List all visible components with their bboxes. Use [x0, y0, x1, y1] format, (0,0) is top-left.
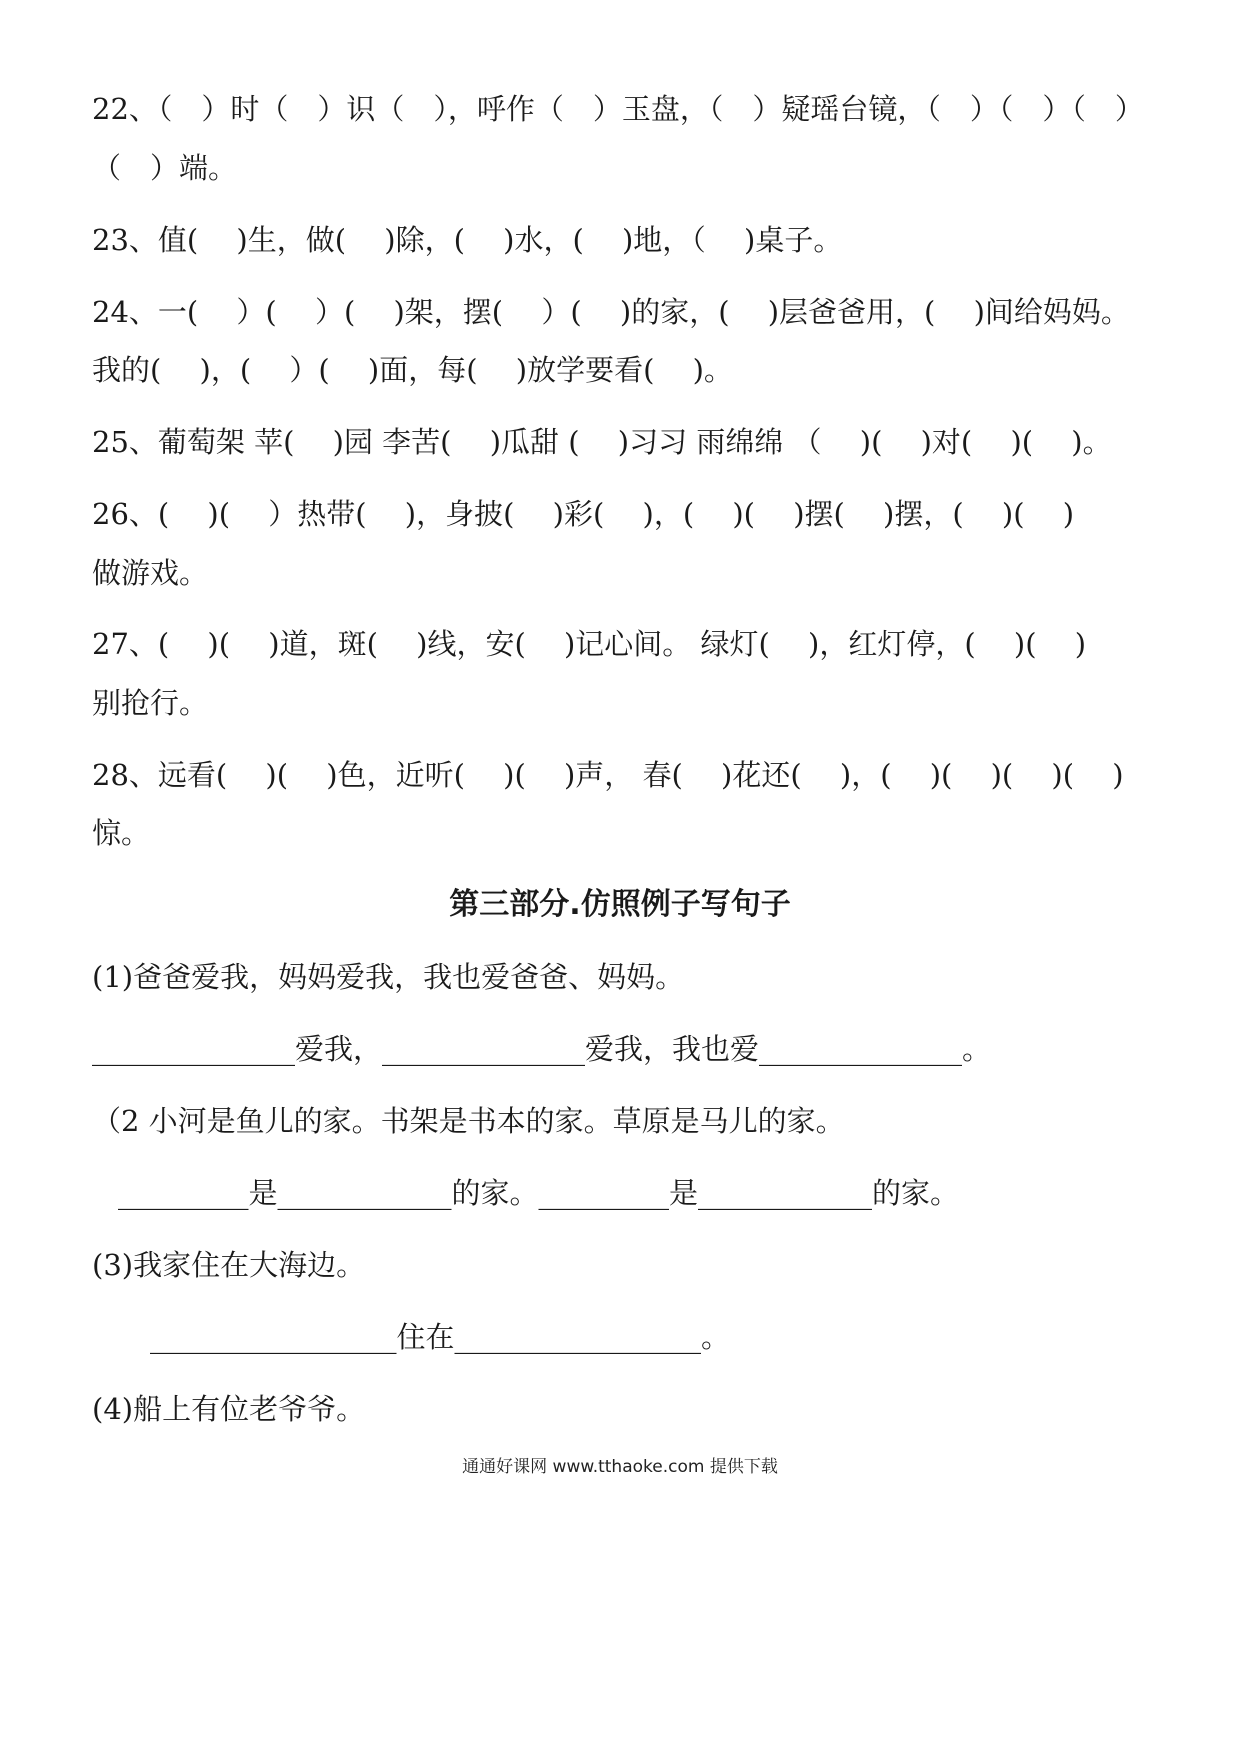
question-27-line-2: 别抢行。 [92, 686, 209, 720]
question-26-line-1: 26、( )( ）热带( )，身披( )彩( )，( )( )摆( )摆，( )( ) [92, 497, 1075, 531]
question-27-line-1: 27、( )( )道，斑( )线，安( )记心间。 绿灯( )，红灯停，( )( ) [92, 627, 1087, 661]
question-26-line-2: 做游戏。 [92, 556, 209, 590]
question-25-line-1: 25、葡萄架 苹( )园 李苦( )瓜甜 ( )习习 雨绵绵 （ )( )对( )( )。 [92, 425, 1112, 459]
question-22-line-2: （ ）端。 [92, 151, 238, 185]
imitation-4-example: (4)船上有位老爷爷。 [92, 1392, 366, 1426]
imitation-2-example: （2 小河是鱼儿的家。书架是书本的家。草原是马儿的家。 [92, 1104, 845, 1138]
footer-credit: 通通好课网 www.tthaoke.com 提供下载 [462, 1457, 778, 1477]
imitation-1-blank-line: ______________爱我，______________爱我，我也爱______________。 [92, 1032, 992, 1066]
question-24-line-1: 24、一( ）( ）( )架，摆( ）( )的家，( )层爸爸用，( )间给妈妈。 [92, 295, 1130, 329]
question-28-line-1: 28、远看( )( )色，近听( )( )声， 春( )花还( )，( )( )( )( ) [92, 758, 1124, 792]
imitation-3-example: (3)我家住在大海边。 [92, 1248, 366, 1282]
question-24-line-2: 我的( )，( ）( )面，每( )放学要看( )。 [92, 353, 733, 387]
question-23-line-1: 23、值( )生，做( )除，( )水，( )地，（ )桌子。 [92, 223, 843, 257]
question-22-line-1: 22、（ ）时（ ）识（ ），呼作（ ）玉盘，（ ）疑瑶台镜，（ ）（ ）（ ） [92, 92, 1144, 126]
imitation-3-blank-line: _________________住在_________________。 [150, 1320, 731, 1354]
section-heading: 第三部分.仿照例子写句子 [449, 887, 791, 922]
imitation-1-example: (1)爸爸爱我，妈妈爱我，我也爱爸爸、妈妈。 [92, 960, 685, 994]
imitation-2-blank-line: _________是____________的家。_________是____________的家。 [118, 1176, 960, 1210]
question-28-line-2: 惊。 [92, 816, 151, 850]
